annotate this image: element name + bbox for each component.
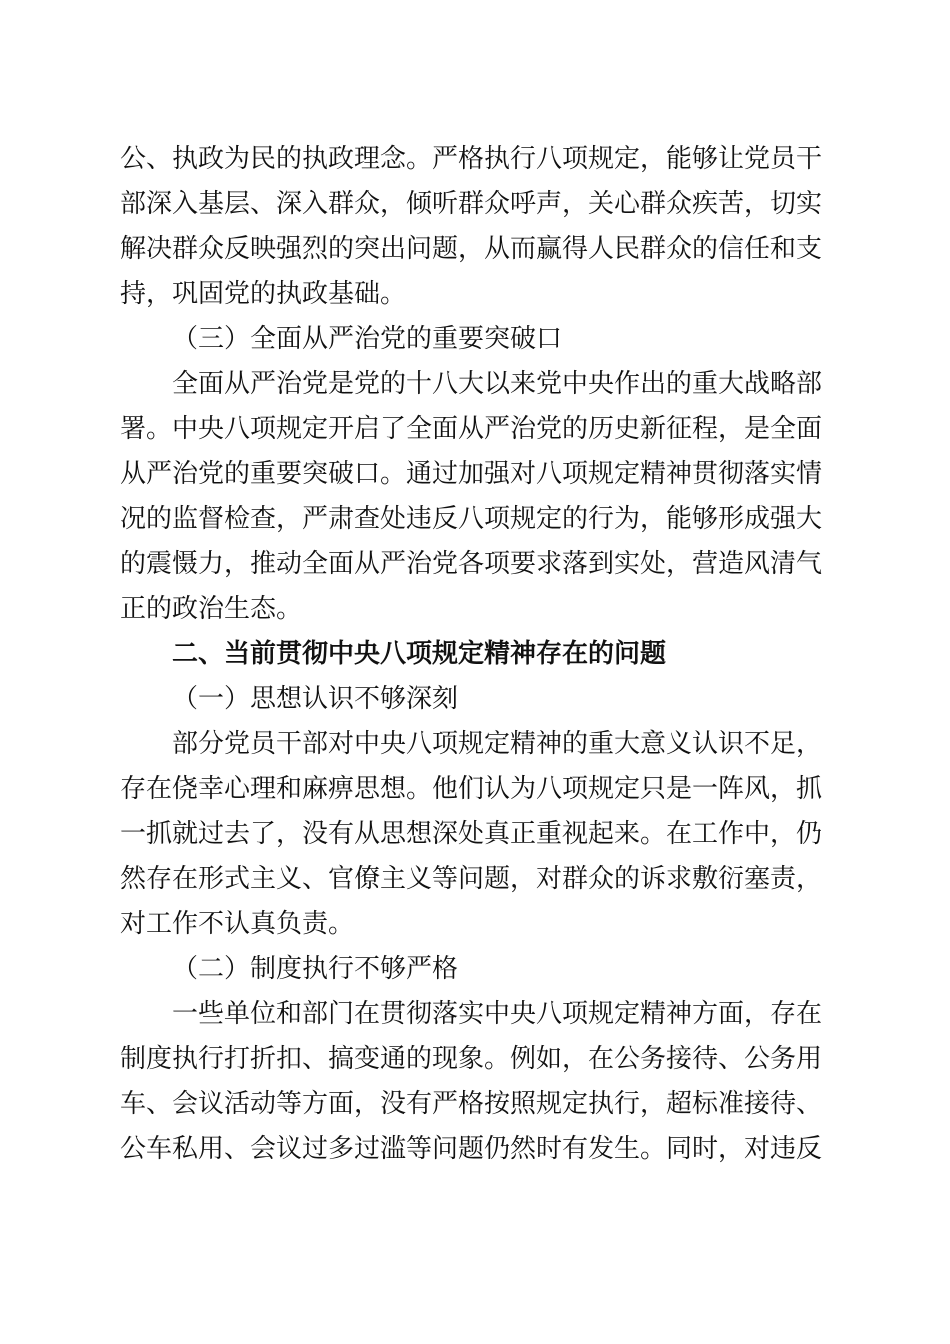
text-line: 车、会议活动等方面，没有严格按照规定执行，超标准接待、 [120,1089,822,1119]
text-line: 公车私用、会议过多过滥等问题仍然时有发生。同时，对违反 [120,1134,822,1164]
text-line: 正的政治生态。 [120,594,303,624]
text-line: 公、执政为民的执政理念。严格执行八项规定，能够让党员干 [120,144,822,174]
section-subheading: （三）全面从严治党的重要突破口 [172,324,563,354]
text-line: 制度执行打折扣、搞变通的现象。例如，在公务接待、公务用 [120,1044,822,1074]
text-line: 持，巩固党的执政基础。 [120,279,407,309]
text-line: 从严治党的重要突破口。通过加强对八项规定精神贯彻落实情 [120,459,822,489]
text-line: 一抓就过去了，没有从思想深处真正重视起来。在工作中，仍 [120,819,822,849]
text-line: 的震慑力，推动全面从严治党各项要求落到实处，营造风清气 [120,549,822,579]
text-line: 况的监督检查，严肃查处违反八项规定的行为，能够形成强大 [120,504,822,534]
text-line: 署。中央八项规定开启了全面从严治党的历史新征程，是全面 [120,414,822,444]
text-line: 解决群众反映强烈的突出问题，从而赢得人民群众的信任和支 [120,234,822,264]
section-subheading: （一）思想认识不够深刻 [172,684,459,714]
text-line: 全面从严治党是党的十八大以来党中央作出的重大战略部 [172,369,822,399]
text-line: 部深入基层、深入群众，倾听群众呼声，关心群众疾苦，切实 [120,189,822,219]
text-line: 存在侥幸心理和麻痹思想。他们认为八项规定只是一阵风，抓 [120,774,822,804]
document-body [120,137,822,1172]
section-heading: 二、当前贯彻中央八项规定精神存在的问题 [172,639,667,669]
text-line: 一些单位和部门在贯彻落实中央八项规定精神方面，存在 [172,999,822,1029]
section-subheading: （二）制度执行不够严格 [172,954,459,984]
text-line: 然存在形式主义、官僚主义等问题，对群众的诉求敷衍塞责， [120,864,822,894]
text-line: 部分党员干部对中央八项规定精神的重大意义认识不足， [172,729,822,759]
text-line: 对工作不认真负责。 [120,909,355,939]
